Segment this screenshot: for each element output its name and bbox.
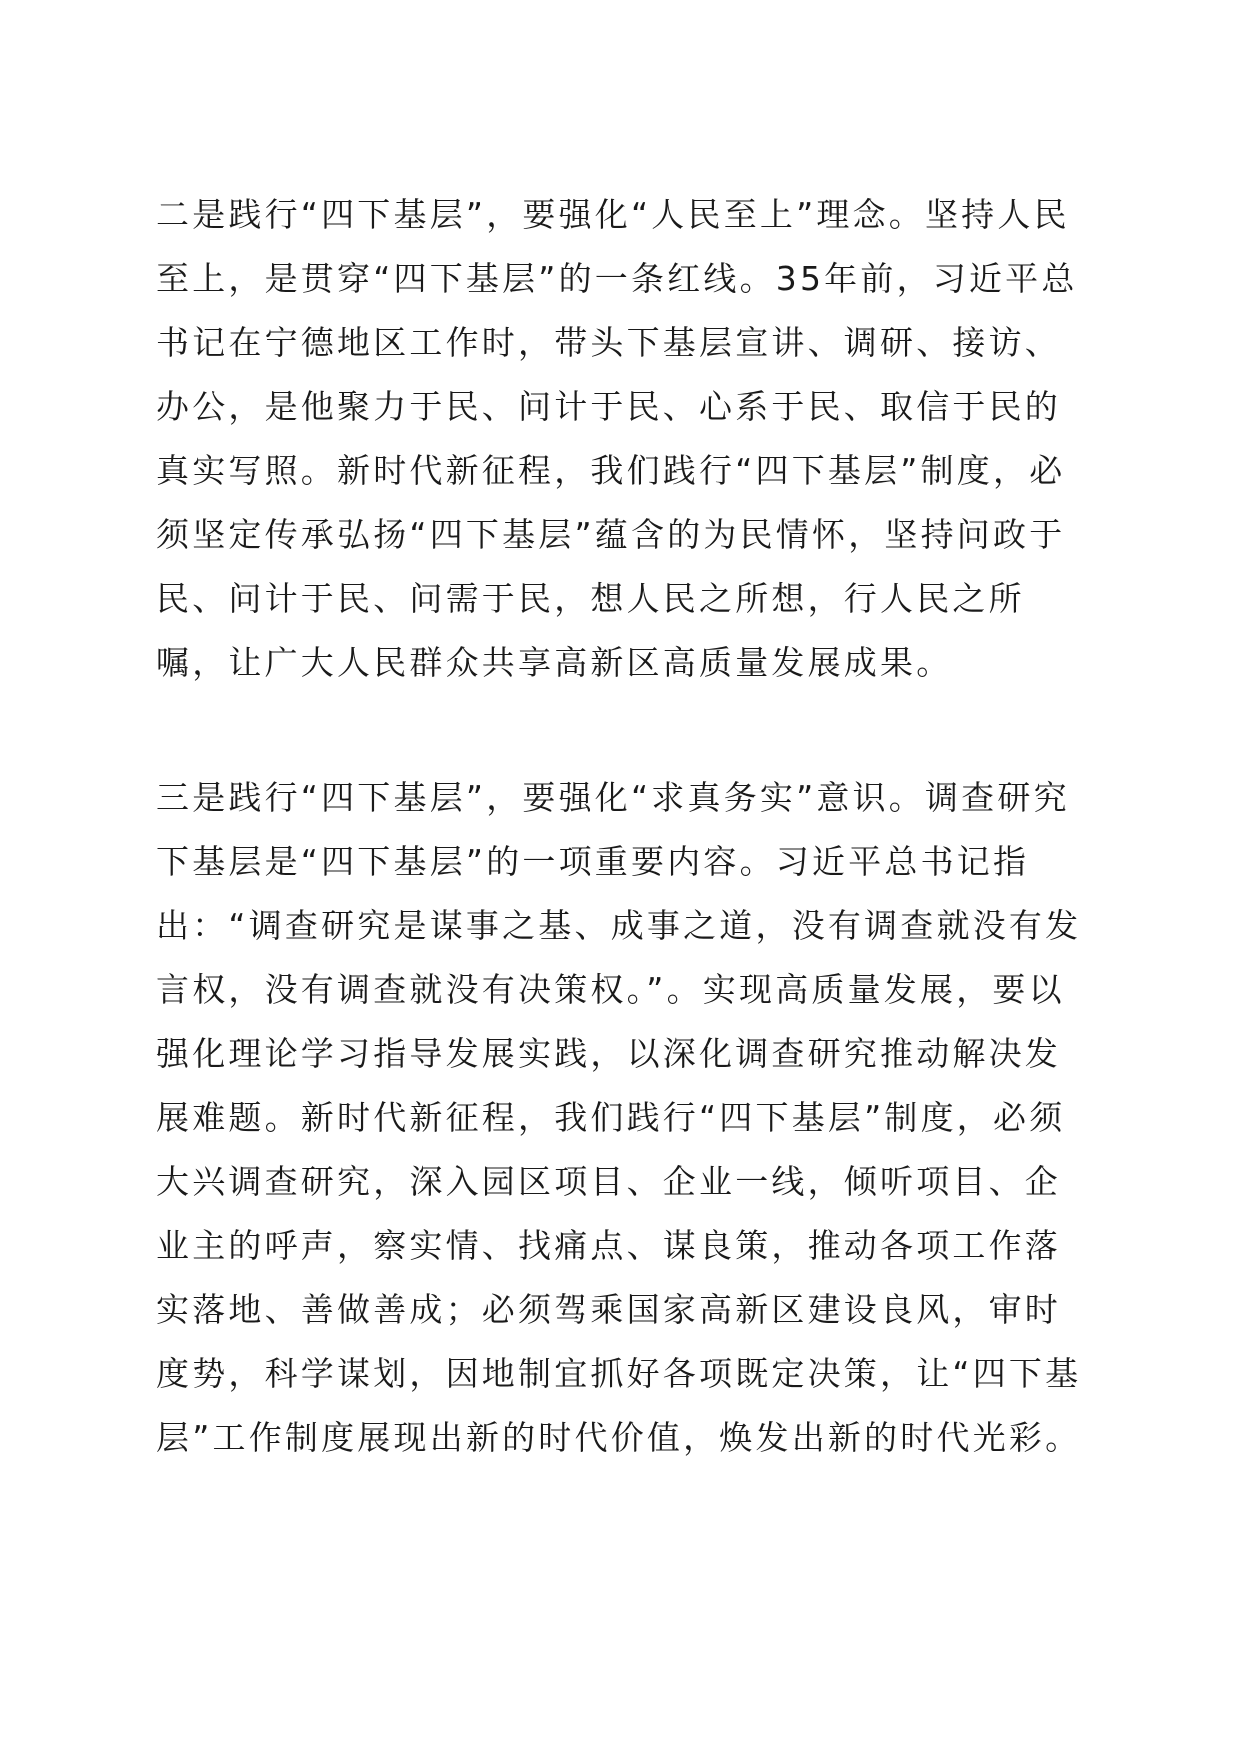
paragraph-3-practice-seek-truth: 三是践行“四下基层”，要强化“求真务实”意识。调查研究下基层是“四下基层”的一项重要内容。习近平总书记指出：“调查研究是谋事之基、成事之道，没有调查就没有发言权，没有调查就没有决策权。”。实现高质量发展，要以强化理论学习指导发展实践，以深化调查研究推动解决发展难题。新时代新征程，我们践行“四下基层”制度，必须大兴调查研究，深入园区项目、企业一线，倾听项目、企业主的呼声，察实情、找痛点、谋良策，推动各项工作落实落地、善做善成；必须驾乘国家高新区建设良风，审时度势，科学谋划，因地制宜抓好各项既定决策，让“四下基层”工作制度展现出新的时代价值，焕发出新的时代光彩。 [156,778,1082,1457]
paragraph-2-practice-people-first: 二是践行“四下基层”，要强化“人民至上”理念。坚持人民至上，是贯穿“四下基层”的一条红线。35年前，习近平总书记在宁德地区工作时，带头下基层宣讲、调研、接访、办公，是他聚力于民、问计于民、心系于民、取信于民的真实写照。新时代新征程，我们践行“四下基层”制度，必须坚定传承弘扬“四下基层”蕴含的为民情怀，坚持问政于民、问计于民、问需于民，想人民之所想，行人民之所嘱，让广大人民群众共享高新区高质量发展成果。 [156,195,1078,682]
